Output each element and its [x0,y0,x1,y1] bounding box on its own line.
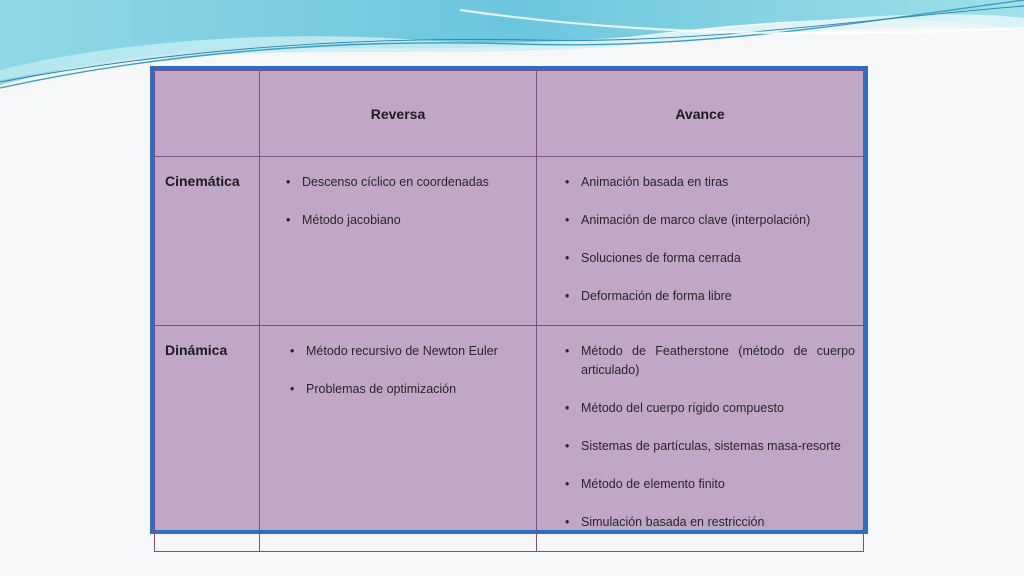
column-header-reversa: Reversa [260,71,537,157]
list-item: • Método recursivo de Newton Euler [290,342,526,361]
table-row-dinamica [155,326,864,552]
list-item: • Deformación de forma libre [565,287,855,306]
list-item: • Descenso cíclico en coordenadas [286,173,526,192]
row-header-cinematica: Cinemática [155,157,260,326]
list-item: • Método de elemento finito [565,475,855,494]
corner-cell [155,71,260,157]
table-header-row [155,71,864,157]
list-item: • Soluciones de forma cerrada [565,249,855,268]
list-item: • Método del cuerpo rígido compuesto [565,399,855,418]
cell-dinamica-avance [537,326,864,552]
column-header-avance: Avance [537,71,864,157]
list-item: • Animación basada en tiras [565,173,855,192]
comparison-table [154,70,864,552]
list-item: • Problemas de optimización [290,380,526,399]
list-item: • Método de Featherstone (método de cuerpo articulado) [565,342,855,380]
cell-cinematica-reversa [260,157,537,326]
cell-dinamica-reversa [260,326,537,552]
list-item: • Sistemas de partículas, sistemas masa-resorte [565,437,855,456]
row-header-dinamica: Dinámica [155,326,260,552]
comparison-table-frame [150,66,868,534]
list-item: • Animación de marco clave (interpolación) [565,211,855,230]
table-row-cinematica [155,157,864,326]
cell-cinematica-avance [537,157,864,326]
list-item: • Simulación basada en restricción [565,513,855,532]
list-item: • Método jacobiano [286,211,526,230]
